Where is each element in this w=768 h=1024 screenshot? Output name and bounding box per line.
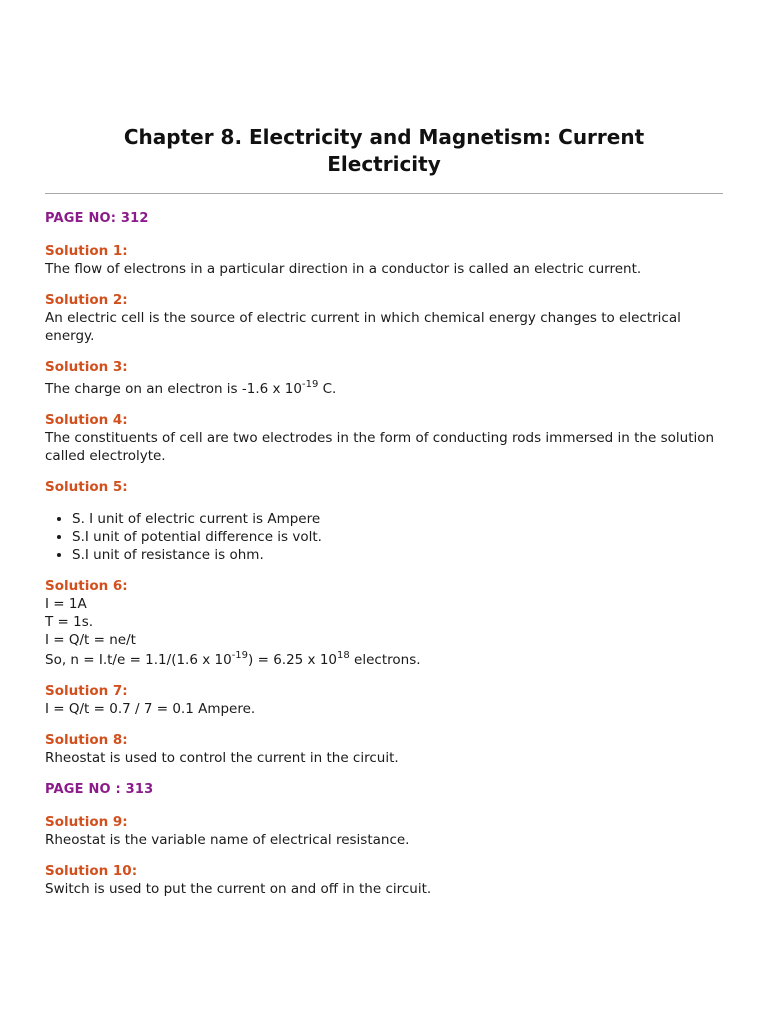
solution-1 xyxy=(45,243,723,278)
chapter-title-line-1: Chapter 8. Electricity and Magnetism: Current xyxy=(123,125,645,149)
list-item: • S.I unit of potential difference is volt. xyxy=(72,528,723,546)
solution-heading: Solution 5: xyxy=(45,479,128,495)
solution-text: The flow of electrons in a particular direction in a conductor is called an electric current. xyxy=(45,261,642,277)
solution-4 xyxy=(45,412,723,465)
solution-5 xyxy=(45,479,723,564)
solution-heading: Solution 3: xyxy=(45,359,128,375)
page-number-313: PAGE NO : 313 xyxy=(45,782,154,797)
solution-text: I = Q/t = 0.7 / 7 = 0.1 Ampere. xyxy=(45,701,256,717)
solution-9 xyxy=(45,814,723,849)
solution-heading: Solution 8: xyxy=(45,732,128,748)
solution-8 xyxy=(45,732,723,767)
calc-exponent: -19 xyxy=(231,650,249,661)
solution-7 xyxy=(45,683,723,718)
solution-10 xyxy=(45,863,723,898)
solution-text: Rheostat is the variable name of electrical resistance. xyxy=(45,832,410,848)
solution-line: T = 1s. xyxy=(45,614,94,630)
solution-text xyxy=(45,380,723,398)
document-page xyxy=(45,124,723,898)
page-number-312: PAGE NO: 312 xyxy=(45,211,149,226)
solution-heading: Solution 2: xyxy=(45,292,128,308)
chapter-title xyxy=(45,124,723,178)
calc-part: ) = 6.25 x 10 xyxy=(248,652,338,668)
solution-heading: Solution 7: xyxy=(45,683,128,699)
chapter-title-line-2: Electricity xyxy=(327,152,441,176)
charge-exponent: -19 xyxy=(301,379,319,390)
title-divider xyxy=(45,193,723,194)
solution-text: Rheostat is used to control the current in the circuit. xyxy=(45,750,399,766)
solution-line: I = 1A xyxy=(45,596,87,612)
solution-heading: Solution 9: xyxy=(45,814,128,830)
solution-heading: Solution 10: xyxy=(45,863,138,879)
calc-exponent: 18 xyxy=(337,650,350,661)
list-item: • S.I unit of resistance is ohm. xyxy=(72,546,723,564)
charge-text: The charge on an electron is -1.6 x 10 xyxy=(45,381,302,397)
solution-calc-line xyxy=(45,651,723,669)
si-units-list xyxy=(45,510,723,564)
solution-line: I = Q/t = ne/t xyxy=(45,632,136,648)
solution-text: Switch is used to put the current on and off in the circuit. xyxy=(45,881,432,897)
solution-2 xyxy=(45,292,723,345)
solution-heading: Solution 4: xyxy=(45,412,128,428)
solution-heading: Solution 6: xyxy=(45,578,128,594)
calc-part: electrons. xyxy=(349,652,421,668)
solution-text: The constituents of cell are two electrodes in the form of conducting rods immersed in the solution called electrolyte. xyxy=(45,430,715,464)
list-item: • S. I unit of electric current is Ampere xyxy=(72,510,723,528)
solution-heading: Solution 1: xyxy=(45,243,128,259)
solution-text: An electric cell is the source of electric current in which chemical energy changes to electrical energy. xyxy=(45,310,681,344)
solution-6 xyxy=(45,578,723,669)
calc-part: So, n = I.t/e = 1.1/(1.6 x 10 xyxy=(45,652,232,668)
charge-unit: C. xyxy=(318,381,337,397)
solution-3 xyxy=(45,359,723,398)
